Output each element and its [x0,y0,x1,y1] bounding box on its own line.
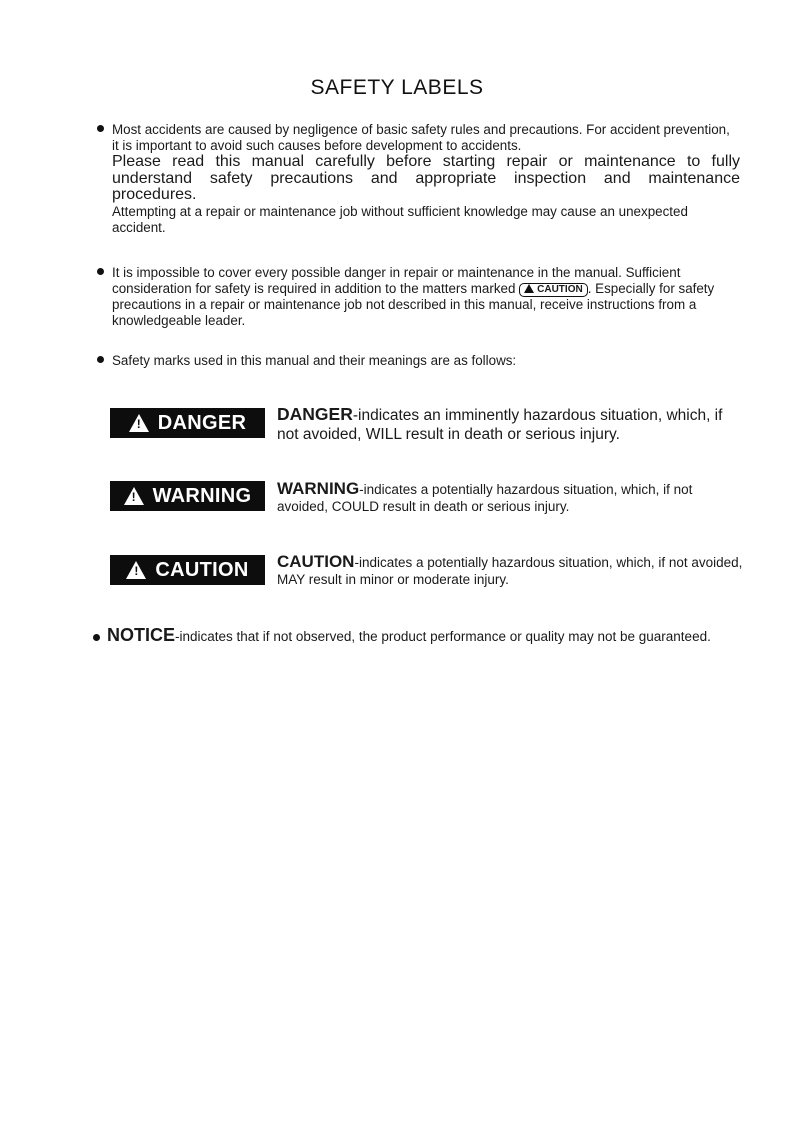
warning-triangle-icon [129,414,149,432]
danger-desc-text: -indicates an imminently hazardous situation, which, if not avoided, WILL result in death or serious injury. [277,407,723,443]
danger-label [110,408,265,438]
page-title: SAFETY LABELS [310,76,484,99]
bullet-dot-icon [97,356,104,363]
caution-label [110,555,265,585]
caution-desc-text: -indicates a potentially hazardous situation, which, if not avoided, MAY result in minor or moderate injury. [277,555,743,587]
notice-heading: NOTICE [107,625,176,645]
bullet-dot-icon [93,634,100,641]
warning-description [277,480,747,515]
bullet-impossible [112,265,740,329]
warning-desc-text: -indicates a potentially hazardous situation, which, if not avoided, COULD result in death or serious injury. [277,482,693,514]
inline-caution-text: CAUTION [537,284,583,295]
safety-marks-text: Safety marks used in this manual and their meanings are as follows: [112,353,517,368]
danger-description [277,405,747,444]
read-manual-line-2: understand safety precautions and appropriate inspection and maintenance [112,169,740,187]
danger-label-text: DANGER [157,411,247,434]
bullet-safety-marks [112,353,740,369]
warning-triangle-icon [124,487,144,505]
caution-heading: CAUTION [277,552,355,571]
accidents-text: Most accidents are caused by negligence of basic safety rules and precautions. For accident prevention, it is important to avoid such causes before development to accidents. [112,122,730,153]
warning-label-text: WARNING [152,484,252,507]
danger-heading: DANGER [277,404,353,424]
bullet-dot-icon [97,268,104,275]
notice-desc-text: -indicates that if not observed, the product performance or quality may not be guaranteed. [175,629,711,644]
warning-label [110,481,265,511]
warning-triangle-icon [126,561,146,579]
inline-caution-label [519,283,588,297]
notice-item [107,626,727,646]
read-manual-line-3: procedures. [112,186,197,203]
caution-label-text: CAUTION [155,558,249,581]
warning-triangle-icon [524,284,534,293]
read-manual-line-1: Please read this manual carefully before starting repair or maintenance to fully [112,153,740,170]
caution-description [277,553,747,588]
bullet-accidents [112,122,740,236]
impossible-text-after: . Especially for safety precautions in a repair or maintenance job not described in this manual, receive instructions from a knowledgeable leader. [112,281,715,328]
attempting-text: Attempting at a repair or maintenance job without sufficient knowledge may cause an unexpected accident. [112,203,688,235]
warning-heading: WARNING [277,479,360,498]
bullet-dot-icon [97,125,104,132]
impossible-text-before: It is impossible to cover every possible danger in repair or maintenance in the manual. Sufficient consideration for safety is required in addition to the matters marked [112,265,681,296]
